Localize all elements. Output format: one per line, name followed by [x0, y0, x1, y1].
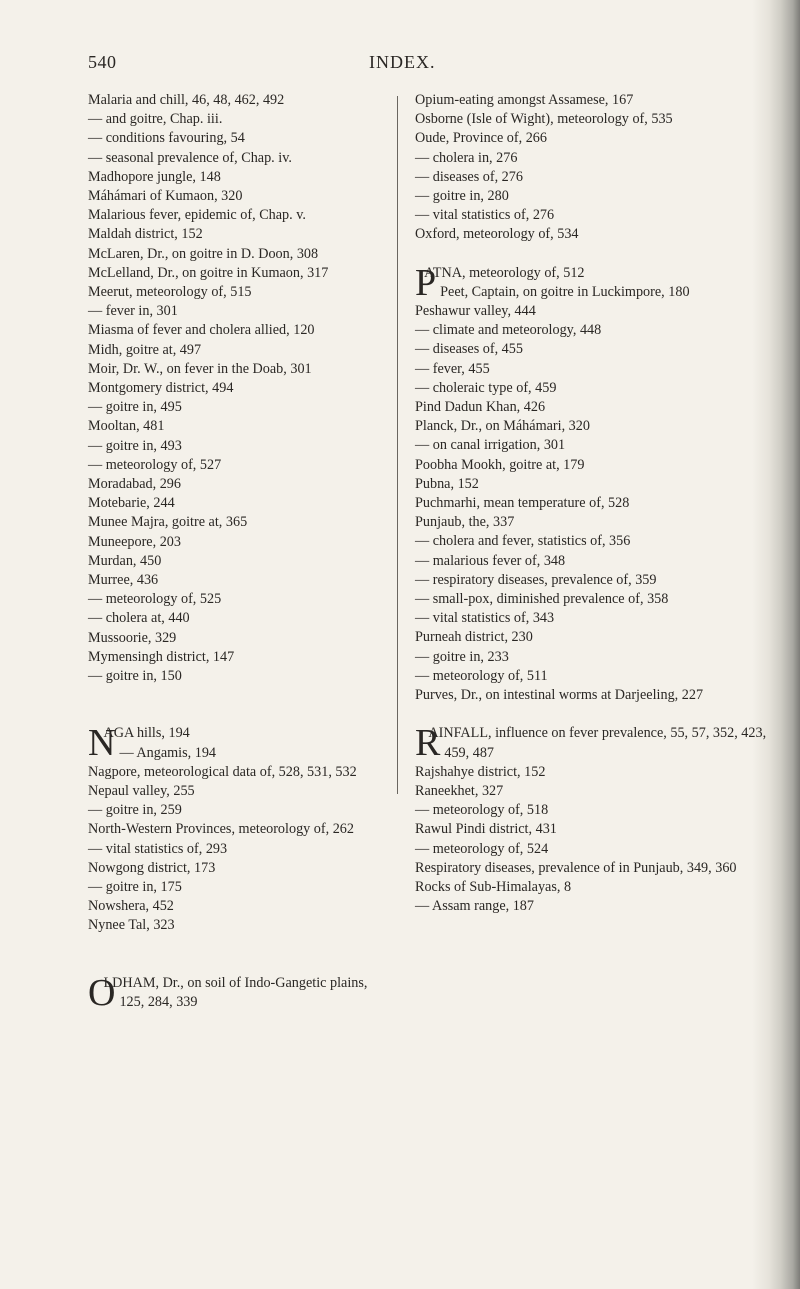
index-entry: Rajshahye district, 152: [415, 763, 546, 780]
index-entry: McLelland, Dr., on goitre in Kumaon, 317: [88, 264, 329, 281]
index-entry: — cholera at, 440: [88, 610, 190, 627]
index-entry: Murdan, 450: [88, 552, 162, 569]
index-entry: Oxford, meteorology of, 534: [415, 226, 579, 243]
index-entry: — meteorology of, 518: [415, 802, 549, 819]
right-column: [415, 91, 767, 916]
index-entry: — vital statistics of, 276: [415, 207, 555, 224]
index-entry: Motebarie, 244: [88, 495, 175, 512]
index-entry: Pind Dadun Khan, 426: [415, 399, 546, 416]
index-entry: — seasonal prevalence of, Chap. iv.: [88, 149, 292, 166]
index-entry: McLaren, Dr., on goitre in D. Doon, 308: [88, 245, 319, 262]
index-entry: Maldah district, 152: [88, 226, 203, 243]
index-entry: Opium-eating amongst Assamese, 167: [415, 92, 634, 108]
index-entry: Planck, Dr., on Máhámari, 320: [415, 418, 590, 435]
index-entry: — Assam range, 187: [415, 898, 534, 915]
index-entry: — goitre in, 259: [88, 802, 182, 819]
index-entry: — goitre in, 495: [88, 399, 182, 416]
entry-text: ATNA, meteorology of, 512: [424, 264, 585, 281]
index-entry: Mooltan, 481: [88, 418, 165, 435]
left-entries: [88, 91, 392, 686]
index-entry: Munee Majra, goitre at, 365: [88, 514, 248, 531]
index-entry: Pubna, 152: [415, 475, 479, 492]
index-entry: Puchmarhi, mean temperature of, 528: [415, 495, 630, 512]
entry-text: AINFALL, influence on fever prevalence, 55, 57, 352, 423, 459, 487: [428, 725, 767, 761]
section-gap: [88, 955, 392, 974]
index-entry: Murree, 436: [88, 572, 159, 589]
index-entry: Nagpore, meteorological data of, 528, 531, 532: [88, 763, 357, 780]
index-entry: — conditions favouring, 54: [88, 130, 245, 147]
index-entry: Peshawur valley, 444: [415, 303, 536, 320]
index-entry: Mussoorie, 329: [88, 629, 177, 646]
index-entry: Moir, Dr. W., on fever in the Doab, 301: [88, 360, 312, 377]
index-entry: Malarious fever, epidemic of, Chap. v.: [88, 207, 306, 224]
index-entry: Muneepore, 203: [88, 533, 181, 550]
index-entry: — vital statistics of, 293: [88, 840, 228, 857]
section-gap: [88, 936, 392, 955]
section-r-first-entry: [415, 722, 767, 765]
index-entry: — meteorology of, 525: [88, 591, 222, 608]
index-entry: Meerut, meteorology of, 515: [88, 284, 252, 301]
index-entry: Purneah district, 230: [415, 629, 533, 646]
section-gap: [88, 705, 392, 724]
index-entry: — cholera and fever, statistics of, 356: [415, 533, 631, 550]
index-entry: — goitre in, 280: [415, 188, 509, 205]
drop-cap-o: O: [88, 971, 116, 1014]
section-n-entries: [88, 763, 392, 936]
index-entry: — meteorology of, 527: [88, 456, 222, 473]
section-n-first-entry: [88, 722, 392, 765]
index-entry: — diseases of, 276: [415, 168, 523, 185]
index-entry: Montgomery district, 494: [88, 380, 234, 397]
index-entry: Miasma of fever and cholera allied, 120: [88, 322, 315, 339]
index-entry: — diseases of, 455: [415, 341, 523, 358]
index-entry: Punjaub, the, 337: [415, 514, 515, 531]
index-entry: — on canal irrigation, 301: [415, 437, 566, 454]
page-number: 540: [88, 52, 117, 72]
index-entry: — choleraic type of, 459: [415, 379, 557, 396]
index-entry: — goitre in, 493: [88, 437, 182, 454]
index-entry: — cholera in, 276: [415, 149, 518, 166]
index-entry: — goitre in, 175: [88, 878, 182, 895]
right-top-entries: [415, 91, 767, 245]
index-entry: Purves, Dr., on intestinal worms at Darjeeling, 227: [415, 687, 704, 704]
index-entry: — respiratory diseases, prevalence of, 359: [415, 571, 657, 588]
index-entry: Nowgong district, 173: [88, 859, 216, 876]
index-entry: Nepaul valley, 255: [88, 782, 195, 799]
index-entry: Mymensingh district, 147: [88, 648, 235, 665]
drop-cap-p: P: [415, 261, 437, 304]
index-entry: Malaria and chill, 46, 48, 462, 492: [88, 92, 285, 108]
index-entry: Respiratory diseases, prevalence of in Punjaub, 349, 360: [415, 859, 737, 876]
column-divider: [397, 96, 398, 794]
index-entry: Nynee Tal, 323: [88, 917, 175, 934]
drop-cap-r: R: [415, 722, 441, 765]
index-entry: Midh, goitre at, 497: [88, 341, 202, 358]
section-p-entries: [415, 302, 767, 705]
index-entry: Máhámari of Kumaon, 320: [88, 188, 243, 205]
index-entry: Osborne (Isle of Wight), meteorology of, 535: [415, 111, 673, 128]
section-gap: [415, 705, 767, 724]
index-entry: Nowshera, 452: [88, 898, 174, 915]
index-entry: — goitre in, 150: [88, 668, 182, 685]
index-entry: — fever, 455: [415, 360, 490, 377]
entry-text: Peet, Captain, on goitre in Luckimpore, 180: [440, 283, 690, 300]
index-entry: — meteorology of, 511: [415, 667, 548, 684]
index-entry: — fever in, 301: [88, 303, 178, 320]
index-entry: — and goitre, Chap. iii.: [88, 111, 223, 128]
index-entry: Poobha Mookh, goitre at, 179: [415, 456, 585, 473]
entry-text: AGA hills, 194: [103, 725, 190, 742]
index-entry: — meteorology of, 524: [415, 840, 549, 857]
section-r-entries: [415, 763, 767, 917]
index-entry: North-Western Provinces, meteorology of, 262: [88, 821, 354, 838]
section-o-first-entry: [88, 971, 392, 1014]
index-entry: Rocks of Sub-Himalayas, 8: [415, 878, 572, 895]
index-entry: Rawul Pindi district, 431: [415, 821, 557, 838]
section-gap: [88, 686, 392, 705]
index-entry: — malarious fever of, 348: [415, 552, 566, 569]
section-p-first-entry: [415, 261, 767, 304]
entry-text: LDHAM, Dr., on soil of Indo-Gangetic plains, 125, 284, 339: [103, 974, 368, 1010]
index-entry: — vital statistics of, 343: [415, 610, 555, 627]
index-entry: — goitre in, 233: [415, 648, 509, 665]
index-entry: — climate and meteorology, 448: [415, 322, 602, 339]
entry-text: — Angamis, 194: [119, 744, 217, 761]
section-gap: [415, 245, 767, 264]
page-title: INDEX.: [369, 52, 436, 72]
index-entry: — small-pox, diminished prevalence of, 358: [415, 591, 669, 608]
index-entry: Madhopore jungle, 148: [88, 168, 221, 185]
left-column: [88, 91, 392, 1012]
index-entry: Moradabad, 296: [88, 476, 181, 493]
index-entry: Oude, Province of, 266: [415, 130, 547, 147]
drop-cap-n: N: [88, 722, 116, 765]
index-entry: Raneekhet, 327: [415, 782, 504, 799]
